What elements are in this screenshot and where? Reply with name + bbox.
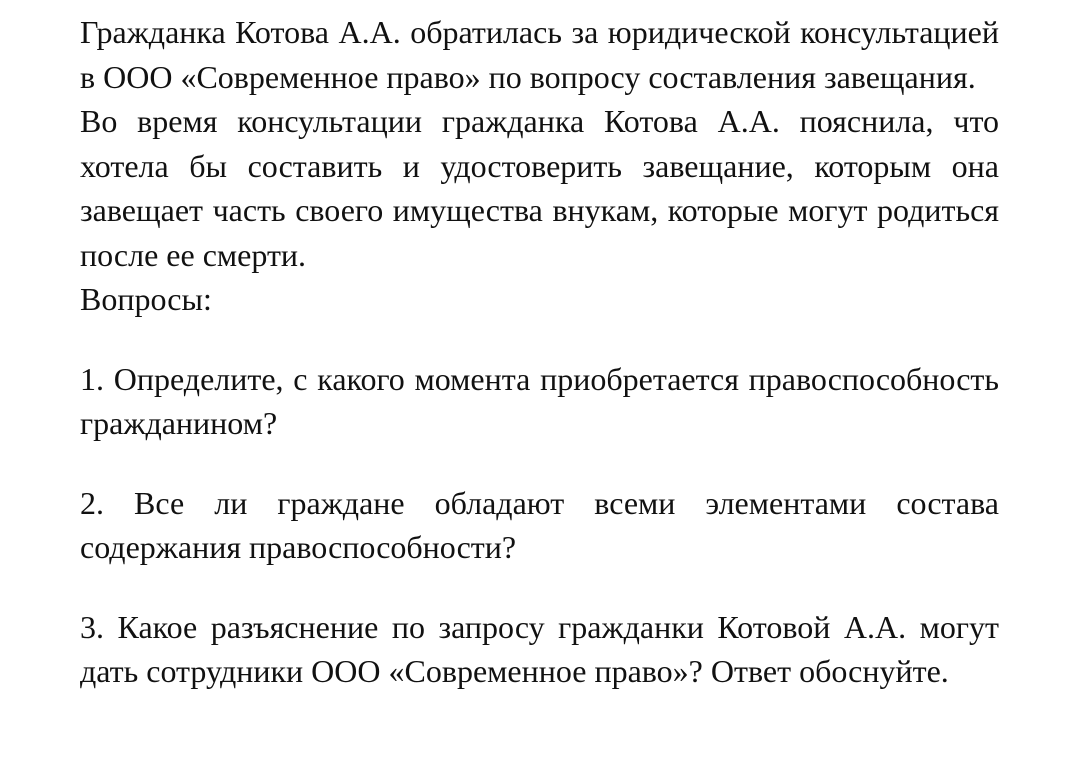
question-text: Все ли граждане обладают всеми элементами состава содержания правоспособности? xyxy=(80,484,1000,565)
question-number: 2. xyxy=(80,484,104,521)
case-paragraph-1: Гражданка Котова А.А. обратилась за юридической консультацией в ООО «Современное право» по вопросу составления завещания. xyxy=(80,14,999,95)
question-number: 3. xyxy=(80,608,104,645)
question-text: Определите, с какого момента приобретается правоспособность гражданином? xyxy=(80,360,1000,441)
question-text: Какое разъяснение по запросу гражданки Котовой А.А. могут дать сотрудники ООО «Современное право»? Ответ обоснуйте. xyxy=(80,608,1000,689)
question-3 xyxy=(80,605,999,694)
question-1 xyxy=(80,357,999,446)
case-paragraph-2: Во время консультации гражданка Котова А.А. пояснила, что хотела бы составить и удостоверить завещание, которым она завещает часть своего имущества внукам, которые могут родиться после ее смерти. xyxy=(80,103,999,273)
document-page xyxy=(80,10,999,694)
questions-heading: Вопросы: xyxy=(80,281,212,317)
question-number: 1. xyxy=(80,360,104,397)
question-2 xyxy=(80,481,999,570)
